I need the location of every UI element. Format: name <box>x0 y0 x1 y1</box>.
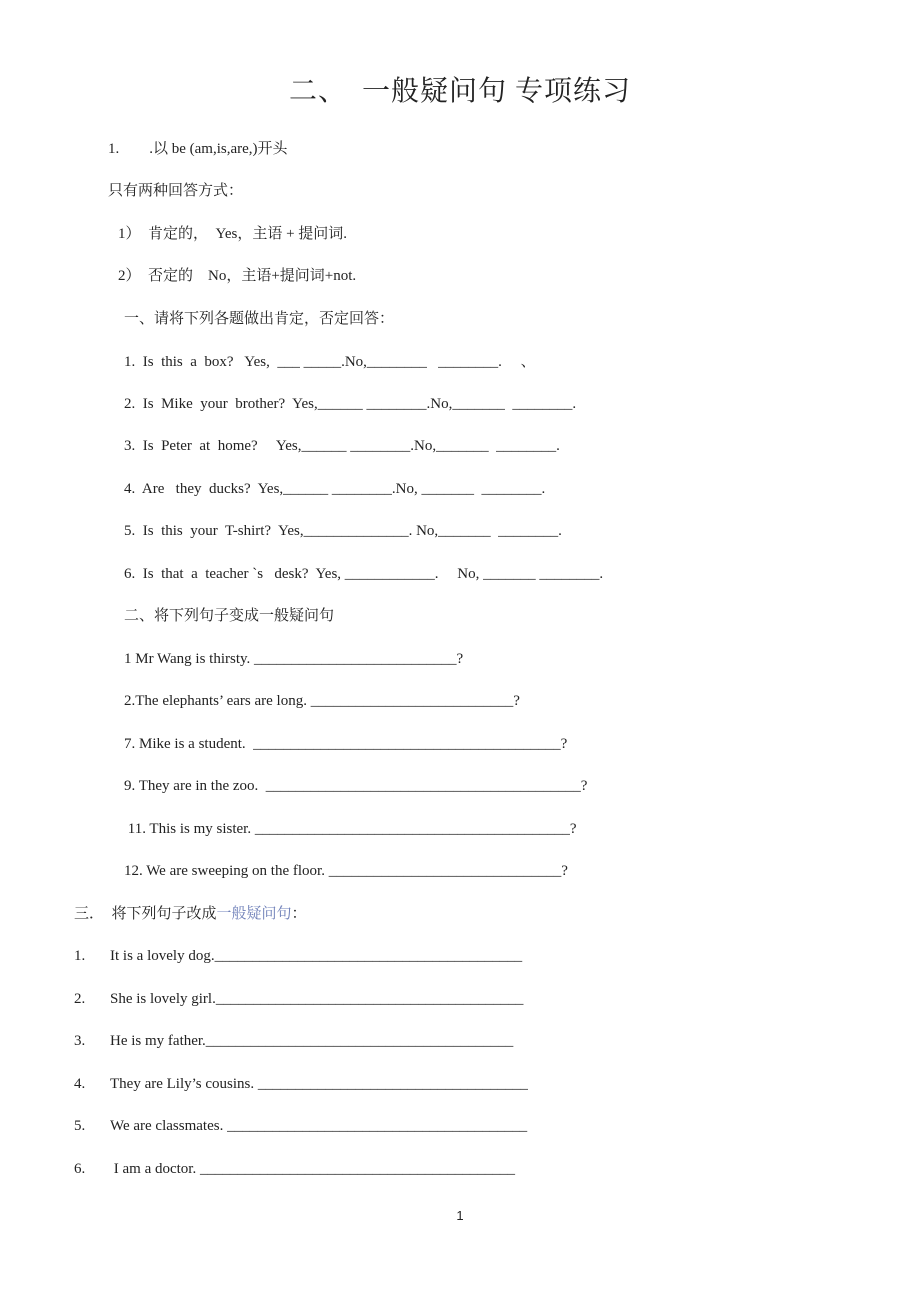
section3-item-number: 1. <box>74 948 86 964</box>
section1-item: 1. Is this a box? Yes, ___ _____.No,________ ________. 、 <box>124 354 536 370</box>
section3-heading-suffix: ： <box>291 906 307 922</box>
section3-heading-link: 一般疑问句 <box>216 906 292 922</box>
section2-item: 11. This is my sister. __________________________________________? <box>124 821 577 837</box>
section3-item-text: I am a doctor. __________________________________________ <box>110 1161 515 1177</box>
section1-item: 6. Is that a teacher `s desk? Yes, ____________. No, _______ ________. <box>124 566 604 582</box>
section3-item-text: It is a lovely dog._________________________________________ <box>110 948 523 964</box>
section2-heading: 二、将下列句子变成一般疑问句 <box>124 608 335 624</box>
intro-negative: 2） 否定的 No，主语+提问词+not. <box>118 268 357 284</box>
section3-item-number: 5. <box>74 1118 86 1134</box>
section3-item-text: She is lovely girl._________________________________________ <box>110 991 524 1007</box>
section2-item: 7. Mike is a student. _________________________________________? <box>124 736 568 752</box>
section1-item: 4. Are they ducks? Yes,______ ________.No, _______ ________. <box>124 481 546 497</box>
intro-affirmative: 1） 肯定的， Yes，主语 + 提问词. <box>118 226 348 242</box>
section2-item: 12. We are sweeping on the floor. _______________________________? <box>124 863 568 879</box>
section3-item-text: They are Lily’s cousins. ____________________________________ <box>110 1076 528 1092</box>
intro-answer-ways: 只有两种回答方式： <box>108 183 244 199</box>
section3-heading <box>74 905 307 923</box>
page-number: 1 <box>456 1208 464 1223</box>
section3-item-text: We are classmates. ________________________________________ <box>110 1118 528 1134</box>
section3-item-number: 4. <box>74 1076 86 1092</box>
section3-item-number: 6. <box>74 1161 86 1177</box>
section2-item: 2.The elephants’ ears are long. ___________________________? <box>124 693 520 709</box>
section1-item: 3. Is Peter at home? Yes,______ ________.No,_______ ________. <box>124 438 560 454</box>
section3-item-number: 2. <box>74 991 86 1007</box>
section2-item: 9. They are in the zoo. __________________________________________? <box>124 778 588 794</box>
section3-item-number: 3. <box>74 1033 86 1049</box>
section1-item: 2. Is Mike your brother? Yes,______ ________.No,_______ ________. <box>124 396 577 412</box>
section1-heading: 一、请将下列各题做出肯定，否定回答： <box>124 311 395 327</box>
section2-item: 1 Mr Wang is thirsty. ___________________________? <box>124 651 464 667</box>
section1-item: 5. Is this your T-shirt? Yes,______________. No,_______ ________. <box>124 523 562 539</box>
intro-item-1: 1. .以 be (am,is,are,)开头 <box>108 141 288 157</box>
section3-item-text: He is my father._________________________________________ <box>110 1033 514 1049</box>
section3-heading-prefix: 三． 将下列句子改成 <box>74 906 217 922</box>
page-title: 二、 一般疑问句 专项练习 <box>288 76 631 107</box>
